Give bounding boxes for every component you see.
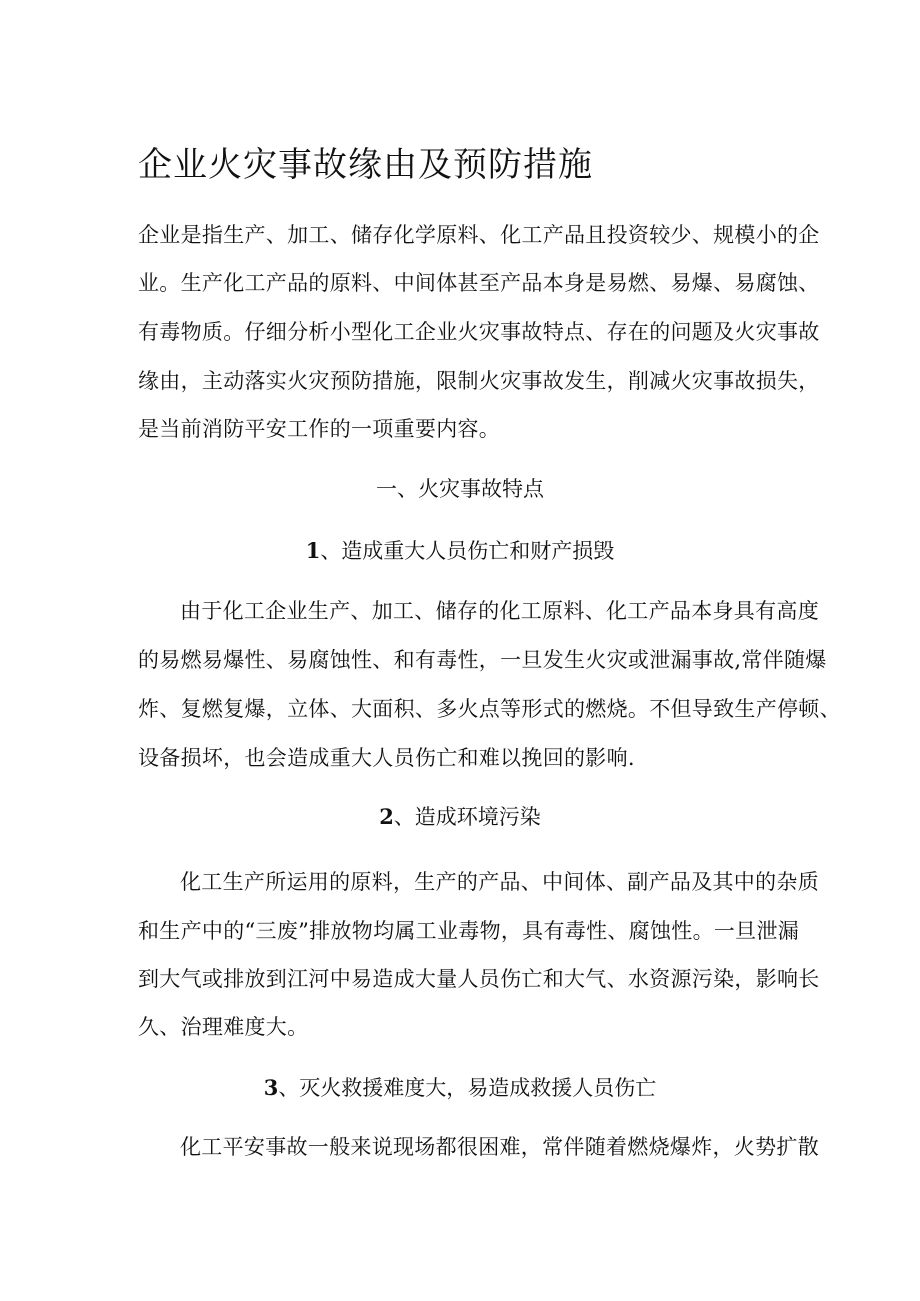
paragraph-line: 设备损坏，也会造成重大人员伤亡和难以挽回的影响. <box>138 746 635 770</box>
subsection-number: 3 <box>263 1075 279 1100</box>
paragraph-line: 的易燃易爆性、易腐蚀性、和有毒性，一旦发生火灾或泄漏事故,常伴随爆 <box>138 648 827 672</box>
subsection-number: 2 <box>379 804 394 829</box>
paragraph-line: 和生产中的“三废”排放物均属工业毒物，具有毒性、腐蚀性。一旦泄漏 <box>138 919 800 943</box>
intro-line: 企业是指生产、加工、储存化学原料、化工产品且投资较少、规模小的企 <box>138 223 820 247</box>
intro-line: 业。生产化工产品的原料、中间体甚至产品本身是易燃、易爆、易腐蚀、 <box>138 271 820 295</box>
paragraph-line: 化工生产所运用的原料，生产的产品、中间体、副产品及其中的杂质 <box>180 870 819 894</box>
paragraph-line: 炸、复燃复爆，立体、大面积、多火点等形式的燃烧。不但导致生产停顿、 <box>138 697 841 721</box>
subsection-heading <box>0 1073 920 1103</box>
paragraph-line: 久、治理难度大。 <box>138 1015 309 1039</box>
subsection-heading <box>0 802 920 832</box>
subsection-title: 、造成环境污染 <box>393 805 541 829</box>
paragraph-line: 化工平安事故一般来说现场都很困难，常伴随着燃烧爆炸，火势扩散 <box>180 1135 819 1159</box>
subsection-title: 、灭火救援难度大，易造成救援人员伤亡 <box>278 1076 657 1100</box>
intro-line: 有毒物质。仔细分析小型化工企业火灾事故特点、存在的问题及火灾事故 <box>138 320 820 344</box>
paragraph-line: 由于化工企业生产、加工、储存的化工原料、化工产品本身具有高度 <box>180 599 819 623</box>
section-heading: 一、火灾事故特点 <box>376 477 544 501</box>
subsection-number: 1 <box>305 538 321 563</box>
subsection-heading <box>0 536 920 566</box>
intro-line: 是当前消防平安工作的一项重要内容。 <box>138 417 501 441</box>
paragraph-line: 到大气或排放到江河中易造成大量人员伤亡和大气、水资源污染，影响长 <box>138 967 820 991</box>
document-title: 企业火灾事故缘由及预防措施 <box>138 145 593 185</box>
subsection-title: 、造成重大人员伤亡和财产损毁 <box>320 539 615 563</box>
intro-line: 缘由，主动落实火灾预防措施，限制火灾事故发生，削减火灾事故损失， <box>138 369 820 393</box>
